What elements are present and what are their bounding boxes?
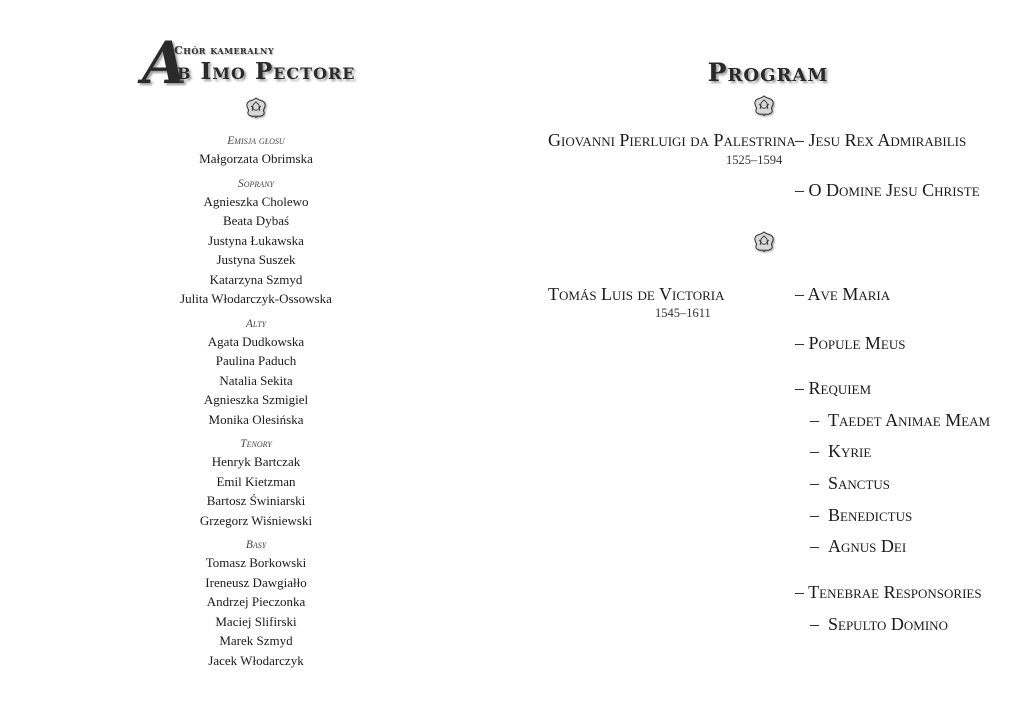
member: Grzegorz Wiśniewski (199, 512, 313, 528)
section-heading: Soprany (238, 177, 274, 190)
floral-ornament-icon (752, 94, 776, 118)
member: Monika Olesińska (208, 411, 304, 427)
movement-item (810, 473, 890, 494)
movement-dash: – (810, 536, 819, 556)
section-soprany (156, 176, 356, 309)
work-title: – Requiem (795, 378, 872, 398)
section-basy (156, 537, 356, 670)
movement-dash: – (810, 473, 819, 493)
movement-title: Agnus Dei (828, 536, 907, 556)
movement-item (810, 614, 948, 635)
member: Paulina Paduch (215, 353, 297, 368)
member: Justyna Suszek (216, 252, 296, 267)
member: Andrzej Pieczonka (206, 594, 306, 609)
work-title: – Jesu Rex Admirabilis (795, 130, 967, 150)
movement-dash: – (810, 410, 819, 430)
choir-subtitle: Chór kameralny (174, 44, 275, 57)
floral-ornament-icon (244, 96, 268, 120)
floral-ornament-icon (752, 230, 776, 254)
section-heading: Emisja głosu (227, 135, 285, 147)
movement-dash: – (810, 441, 819, 461)
member: Agata Dudkowska (207, 333, 305, 349)
work-title: – O Domine Jesu Christe (795, 180, 980, 200)
composer-victoria: Tomás Luis de Victoria (548, 284, 725, 304)
movement-dash: – (810, 614, 819, 634)
member: Maciej Slifirski (215, 613, 297, 629)
member: Emil Kietzman (216, 473, 296, 489)
movement-title: Kyrie (828, 441, 872, 461)
movement-title: Sanctus (828, 473, 891, 493)
member: Bartosz Świniarski (206, 493, 306, 508)
movement-item (810, 441, 871, 462)
member: Henryk Bartczak (211, 454, 301, 469)
member: Ireneusz Dawgiałło (205, 574, 307, 590)
work-title: – Popule Meus (795, 333, 906, 353)
section-heading: Alty (245, 317, 267, 330)
members-list (156, 133, 356, 677)
member: Agnieszka Cholewo (203, 193, 309, 209)
composer-palestrina: Giovanni Pierluigi da Palestrina (548, 130, 796, 150)
member: Marek Szmyd (219, 633, 293, 648)
section-heading: Tenory (240, 438, 272, 450)
work-title: – Ave Maria (795, 284, 891, 304)
movement-title: Taedet Animae Meam (828, 410, 991, 430)
program-title: Program (707, 58, 829, 87)
member: Agnieszka Szmigiel (203, 392, 309, 407)
movement-dash: – (810, 505, 819, 525)
member: Natalia Sekita (219, 372, 293, 388)
choir-name: b Imo Pectore (177, 58, 356, 85)
member: Jacek Włodarczyk (208, 652, 304, 668)
work-title: – Tenebrae Responsories (795, 582, 982, 602)
section-emisja (156, 133, 356, 169)
movement-item (810, 536, 906, 557)
movement-title: Sepulto Domino (828, 614, 948, 634)
choir-initial: A (142, 29, 188, 97)
section-tenory (156, 436, 356, 530)
member: Justyna Łukawska (208, 232, 304, 248)
member: Małgorzata Obrimska (199, 151, 313, 166)
section-heading: Basy (245, 539, 267, 551)
member: Beata Dybaś (222, 213, 290, 228)
movement-item (810, 505, 912, 526)
movement-title: Benedictus (828, 505, 913, 525)
member: Tomasz Borkowski (205, 555, 307, 570)
choir-title (142, 29, 392, 97)
movement-item (810, 410, 990, 431)
composer-dates: 1545–1611 (655, 306, 711, 320)
member: Katarzyna Szmyd (209, 271, 303, 287)
section-alty (156, 316, 356, 430)
member: Julita Włodarczyk-Ossowska (180, 291, 332, 306)
right-page (512, 0, 1024, 725)
composer-dates: 1525–1594 (726, 153, 783, 167)
